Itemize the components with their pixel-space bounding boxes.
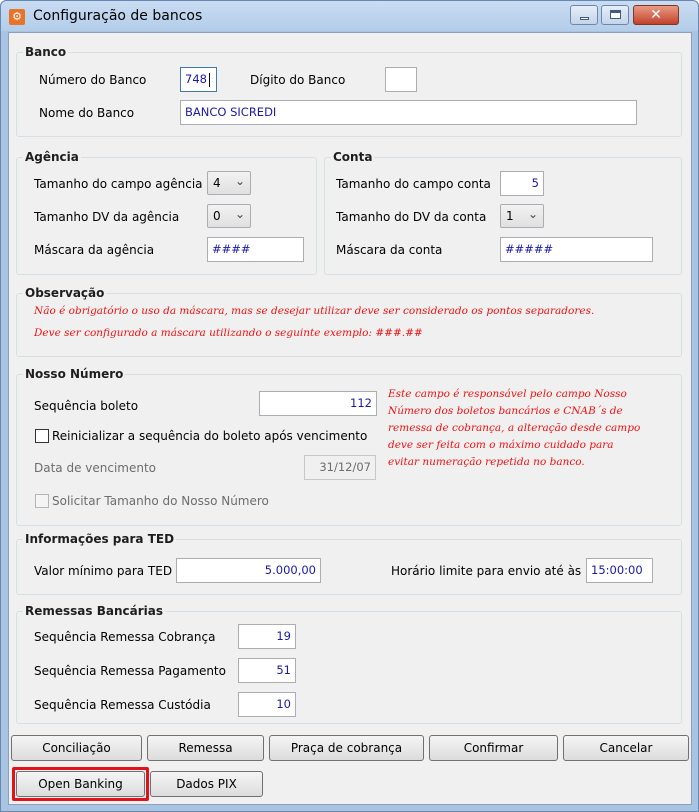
digito-banco-label: Dígito do Banco [250,73,346,87]
sequencia-boleto-input[interactable]: 112 [259,391,377,416]
sequencia-boleto-label: Sequência boleto [34,399,139,413]
remessa-custodia-label: Sequência Remessa Custódia [34,698,211,712]
agencia-tamanho-select[interactable] [207,171,251,195]
conta-tamanho-input[interactable]: 5 [500,171,544,196]
valor-minimo-ted-input[interactable]: 5.000,00 [176,558,321,583]
remessa-pagamento-input[interactable]: 51 [238,658,296,683]
minimize-icon [580,17,589,20]
agencia-dv-value: 0 [213,209,221,223]
agencia-group-title: Agência [25,150,79,164]
remessa-cobranca-input[interactable]: 19 [238,624,296,649]
solicitar-tamanho-label: Solicitar Tamanho do Nosso Número [52,494,269,508]
nome-banco-label: Nome do Banco [39,106,135,120]
nosso-numero-note-line: deve ser feita com o máximo cuidado para [388,439,614,451]
remessa-cobranca-label: Sequência Remessa Cobrança [34,630,216,644]
app-icon: ⚙ [9,9,25,25]
data-vencimento-label: Data de vencimento [34,461,157,475]
praca-cobranca-button[interactable]: Praça de cobrança [269,735,424,761]
horario-limite-input[interactable]: 15:00:00 [586,558,653,583]
solicitar-tamanho-checkbox [35,494,49,508]
nosso-numero-note-line: Número dos boletos bancários e CNAB´s de [388,405,623,417]
digito-banco-input[interactable] [385,67,417,92]
ted-group-title: Informações para TED [25,532,175,546]
numero-banco-input[interactable] [180,67,217,92]
conta-mascara-label: Máscara da conta [336,243,443,257]
observacao-group-title: Observação [25,286,105,300]
text-caret [209,73,210,87]
maximize-button[interactable] [601,5,629,25]
conta-mascara-input[interactable]: ##### [500,237,653,262]
window-title: Configuração de bancos [33,8,203,24]
conta-dv-value: 1 [506,209,514,223]
maximize-icon [610,10,621,19]
title-bar[interactable] [1,1,698,31]
reinicializar-label[interactable]: Reinicializar a sequência do boleto após vencimento [52,429,368,443]
numero-banco-value: 748 [185,72,207,86]
agencia-tamanho-value: 4 [213,176,221,190]
open-banking-button[interactable]: Open Banking [16,771,145,797]
close-icon: ✕ [650,7,662,23]
nosso-numero-note-line: remessa de cobrança, a alteração desde campo [388,422,641,434]
remessa-pagamento-label: Sequência Remessa Pagamento [34,664,226,678]
conta-tamanho-label: Tamanho do campo conta [336,177,491,191]
data-vencimento-input: 31/12/07 [304,455,376,480]
chevron-down-icon: ⌄ [527,207,538,221]
cancelar-button[interactable]: Cancelar [563,735,689,761]
chevron-down-icon: ⌄ [234,207,245,221]
nosso-numero-note-line: evitar numeração repetida no banco. [388,456,585,468]
nome-banco-input[interactable]: BANCO SICREDI [180,100,637,125]
agencia-mascara-input[interactable]: #### [207,237,304,262]
remessa-button[interactable]: Remessa [147,735,264,761]
remessa-custodia-input[interactable]: 10 [238,692,296,717]
minimize-button[interactable] [570,5,598,25]
conta-dv-label: Tamanho do DV da conta [336,210,487,224]
agencia-tamanho-label: Tamanho do campo agência [34,177,203,191]
chevron-down-icon: ⌄ [234,174,245,188]
observacao-line-1: Não é obrigatório o uso da máscara, mas se desejar utilizar deve ser considerado os pontos separadores. [34,305,595,317]
horario-limite-label: Horário limite para envio até às [391,564,582,578]
reinicializar-checkbox[interactable] [35,429,49,443]
observacao-line-2: Deve ser configurado a máscara utilizando o seguinte exemplo: ###.## [34,327,423,339]
dados-pix-button[interactable]: Dados PIX [150,771,263,797]
nosso-numero-group-title: Nosso Número [25,367,124,381]
agencia-dv-select[interactable] [207,204,251,228]
conta-group-title: Conta [333,150,373,164]
remessas-group-title: Remessas Bancárias [25,604,163,618]
conciliacao-button[interactable]: Conciliação [11,735,142,761]
banco-group-title: Banco [25,45,67,59]
close-button[interactable] [633,5,679,25]
dialog-client-area [8,32,692,805]
confirmar-button[interactable]: Confirmar [429,735,558,761]
agencia-dv-label: Tamanho DV da agência [34,210,180,224]
nosso-numero-note [388,386,678,471]
numero-banco-label: Número do Banco [39,73,147,87]
agencia-mascara-label: Máscara da agência [34,243,155,257]
nosso-numero-note-line: Este campo é responsável pelo campo Nosso [388,388,627,400]
highlight-box [12,767,149,801]
valor-minimo-ted-label: Valor mínimo para TED [34,564,173,578]
conta-dv-select[interactable] [500,204,544,228]
